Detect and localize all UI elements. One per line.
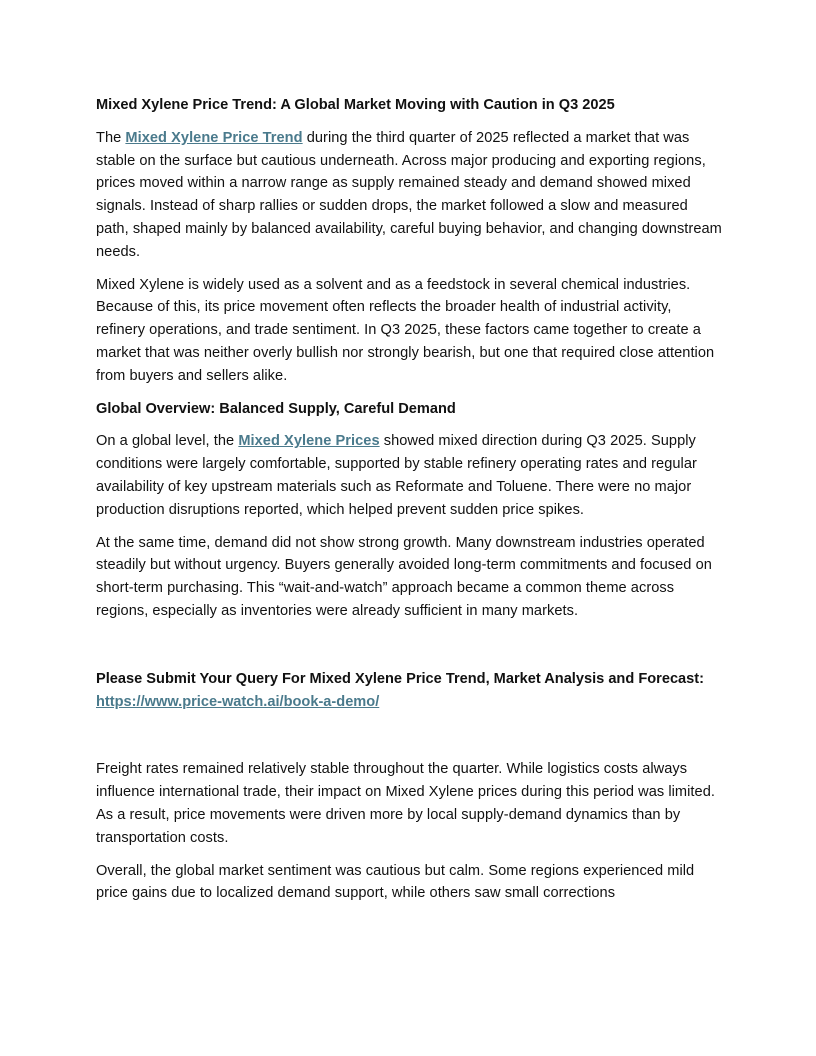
paragraph-intro-rest: during the third quarter of 2025 reflected a market that was stable on the surface but cautious underneath. Across major producing and exporting regions, prices moved within a narrow range as supply remained steady and demand showed mixed signals. Instead of sharp rallies or sudden drops, the market followed a slow and measured path, shaped mainly by balanced availability, careful buying behavior, and changing downstream needs. [96, 129, 722, 260]
document-body [96, 94, 722, 905]
book-a-demo-link[interactable]: https://www.price-watch.ai/book-a-demo/ [96, 693, 380, 710]
paragraph-usage: Mixed Xylene is widely used as a solvent and as a feedstock in several chemical industries. Because of this, its price movement often reflects the broader health of industrial activity, refinery operations, and trade sentiment. In Q3 2025, these factors came together to create a market that was neither overly bullish nor strongly bearish, but one that required close attention from buyers and sellers alike. [96, 276, 715, 384]
paragraph-global-level [96, 430, 722, 521]
paragraph-intro-lead: The [96, 129, 126, 146]
paragraph-global-lead: On a global level, the [96, 433, 239, 450]
paragraph-sentiment: Overall, the global market sentiment was cautious but calm. Some regions experienced mild price gains due to localized demand support, while others saw small corrections [96, 862, 695, 902]
mixed-xylene-price-trend-link[interactable]: Mixed Xylene Price Trend [125, 129, 303, 146]
paragraph-global-rest: showed mixed direction during Q3 2025. Supply conditions were largely comfortable, supported by stable refinery operating rates and regular availability of key upstream materials such as Reformate and Toluene. There were no major production disruptions reported, which helped prevent sudden price spikes. [96, 433, 697, 518]
query-callout-text: Please Submit Your Query For Mixed Xylene Price Trend, Market Analysis and Forecast: [96, 670, 705, 687]
mixed-xylene-prices-link[interactable]: Mixed Xylene Prices [238, 433, 380, 450]
paragraph-demand: At the same time, demand did not show strong growth. Many downstream industries operated steadily but without urgency. Buyers generally avoided long-term commitments and focused on short-term purchasing. This “wait-and-watch” approach became a common theme across regions, especially as inventories were already sufficient in many markets. [96, 534, 712, 619]
paragraph-intro [96, 127, 722, 264]
query-callout [96, 668, 722, 714]
section-heading-global-overview: Global Overview: Balanced Supply, Careful Demand [96, 400, 456, 417]
paragraph-freight: Freight rates remained relatively stable throughout the quarter. While logistics costs always influence international trade, their impact on Mixed Xylene prices during this period was limited. As a result, price movements were driven more by local supply-demand dynamics than by transportation costs. [96, 761, 715, 846]
document-title: Mixed Xylene Price Trend: A Global Market Moving with Caution in Q3 2025 [96, 97, 615, 113]
